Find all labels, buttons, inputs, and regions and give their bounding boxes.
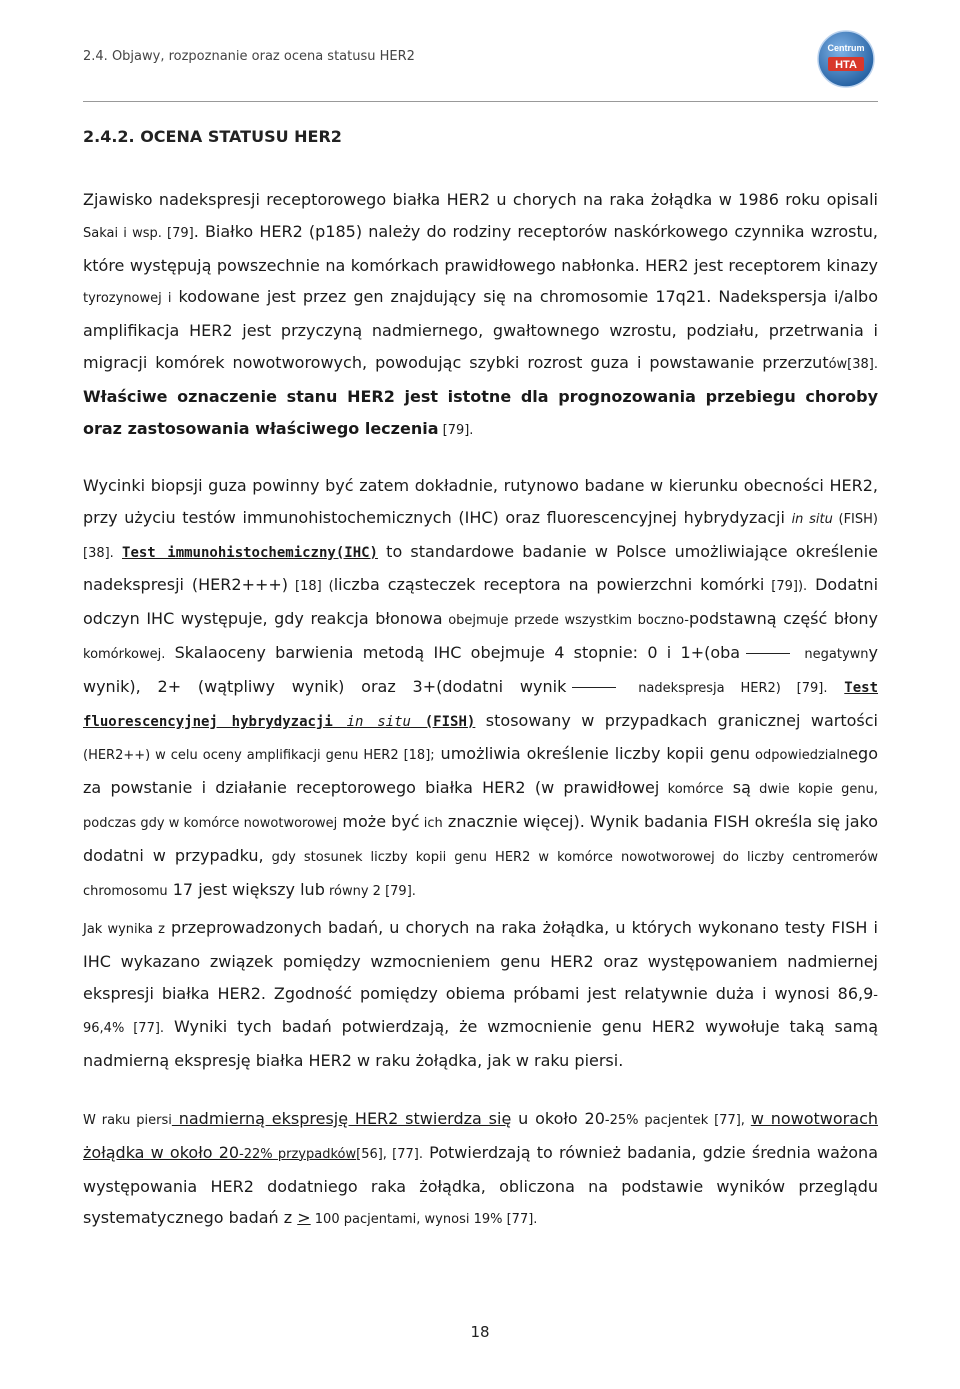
page-number: 18 — [470, 1323, 490, 1341]
header-divider — [83, 101, 878, 102]
paragraph-3: Jak wynika z przeprowadzonych badań, u chorych na raka żołądka, u których wykonano testy FISH i IHC wykazano związek pomiędzy wzmocnieniem genu HER2 oraz występowaniem nadmiernej ekspresji białka HER2. Zgodność pomiędzy obiema próbami jest relatywnie duża i wynosi 86,9-96,4% [77]. Wyniki tych badań potwierdzają, że wzmocnienie genu HER2 wywołuje taką samą nadmierną ekspresję białka HER2 w raku żołądka, jak w raku piersi. — [83, 918, 879, 1071]
paragraph-4: W raku piersi nadmierną ekspresję HER2 stwierdza się u około 20-25% pacjentek [77], w nowotworach żołądka w około 20-22% przypadków[56], [77]. Potwierdzają to również badania, gdzie średnia ważona występowania HER2 dodatniego raka żołądka, obliczona na podstawie wyników przeglądu systematycznego badań z > 100 pacjentami, wynosi 19% [77]. — [83, 1109, 879, 1228]
logo-text-bottom: HTA — [835, 59, 857, 71]
em-dash — [746, 653, 790, 654]
logo-text-top: Centrum — [827, 43, 865, 53]
paragraph-1: Zjawisko nadekspresji receptorowego białka HER2 u chorych na raka żołądka w 1986 roku opisali Sakai i wsp. [79]. Białko HER2 (p185) należy do rodziny receptorów naskórkowego czynnika wzrostu, które występują powszechnie na komórkach prawidłowego nabłonka. HER2 jest receptorem kinazy tyrozynowej i kodowane jest przez gen znajdujący się na chromosomie 17q21. Nadekspersja i/albo amplifikacja HER2 jest przyczyną nadmiernego, gwałtownego wzrostu, podziału, przetrwania i migracji komórek nowotworowych, powodując szybki rozrost guza i powstawanie przerzutów[38]. Właściwe oznaczenie stanu HER2 jest istotne dla prognozowania przebiegu choroby oraz zastosowania właściwego leczenia [79]. — [83, 190, 878, 438]
running-header: 2.4. Objawy, rozpoznanie oraz ocena statusu HER2 — [83, 49, 415, 64]
em-dash — [572, 687, 616, 688]
section-title: 2.4.2. OCENA STATUSU HER2 — [83, 127, 342, 146]
centrum-hta-logo — [816, 29, 876, 89]
paragraph-2: Wycinki biopsji guza powinny być zatem dokładnie, rutynowo badane w kierunku obecności HER2, przy użyciu testów immunohistochemicznych (IHC) oraz fluorescencyjnej hybrydyzacji in situ (FISH) [38]. Test immunohistochemiczny(IHC) to standardowe badanie w Polsce umożliwiające określenie nadekspresji (HER2+++) [18] (liczba cząsteczek receptora na powierzchni komórki [79]). Dodatni odczyn IHC występuje, gdy reakcja błonowa obejmuje przede wszystkim boczno-podstawną część błony komórkowej. Skalaoceny barwienia metodą IHC obejmuje 4 stopnie: 0 i 1+(oba negatywny wynik), 2+ (wątpliwy wynik) oraz 3+(dodatni wynik nadekspresja HER2) [79]. Test fluorescencyjnej hybrydyzacji in situ (FISH) stosowany w przypadkach granicznej wartości (HER2++) w celu oceny amplifikacji genu HER2 [18]; umożliwia określenie liczby kopii genu odpowiedzialnego za powstanie i działanie receptorowego białka HER2 (w prawidłowej komórce są dwie kopie genu, podczas gdy w komórce nowotworowej może być ich znacznie więcej). Wynik badania FISH określa się jako dodatni w przypadku, gdy stosunek liczby kopii genu HER2 w komórce nowotworowej do liczby centromerów chromosomu 17 jest większy lub równy 2 [79]. — [83, 476, 879, 899]
